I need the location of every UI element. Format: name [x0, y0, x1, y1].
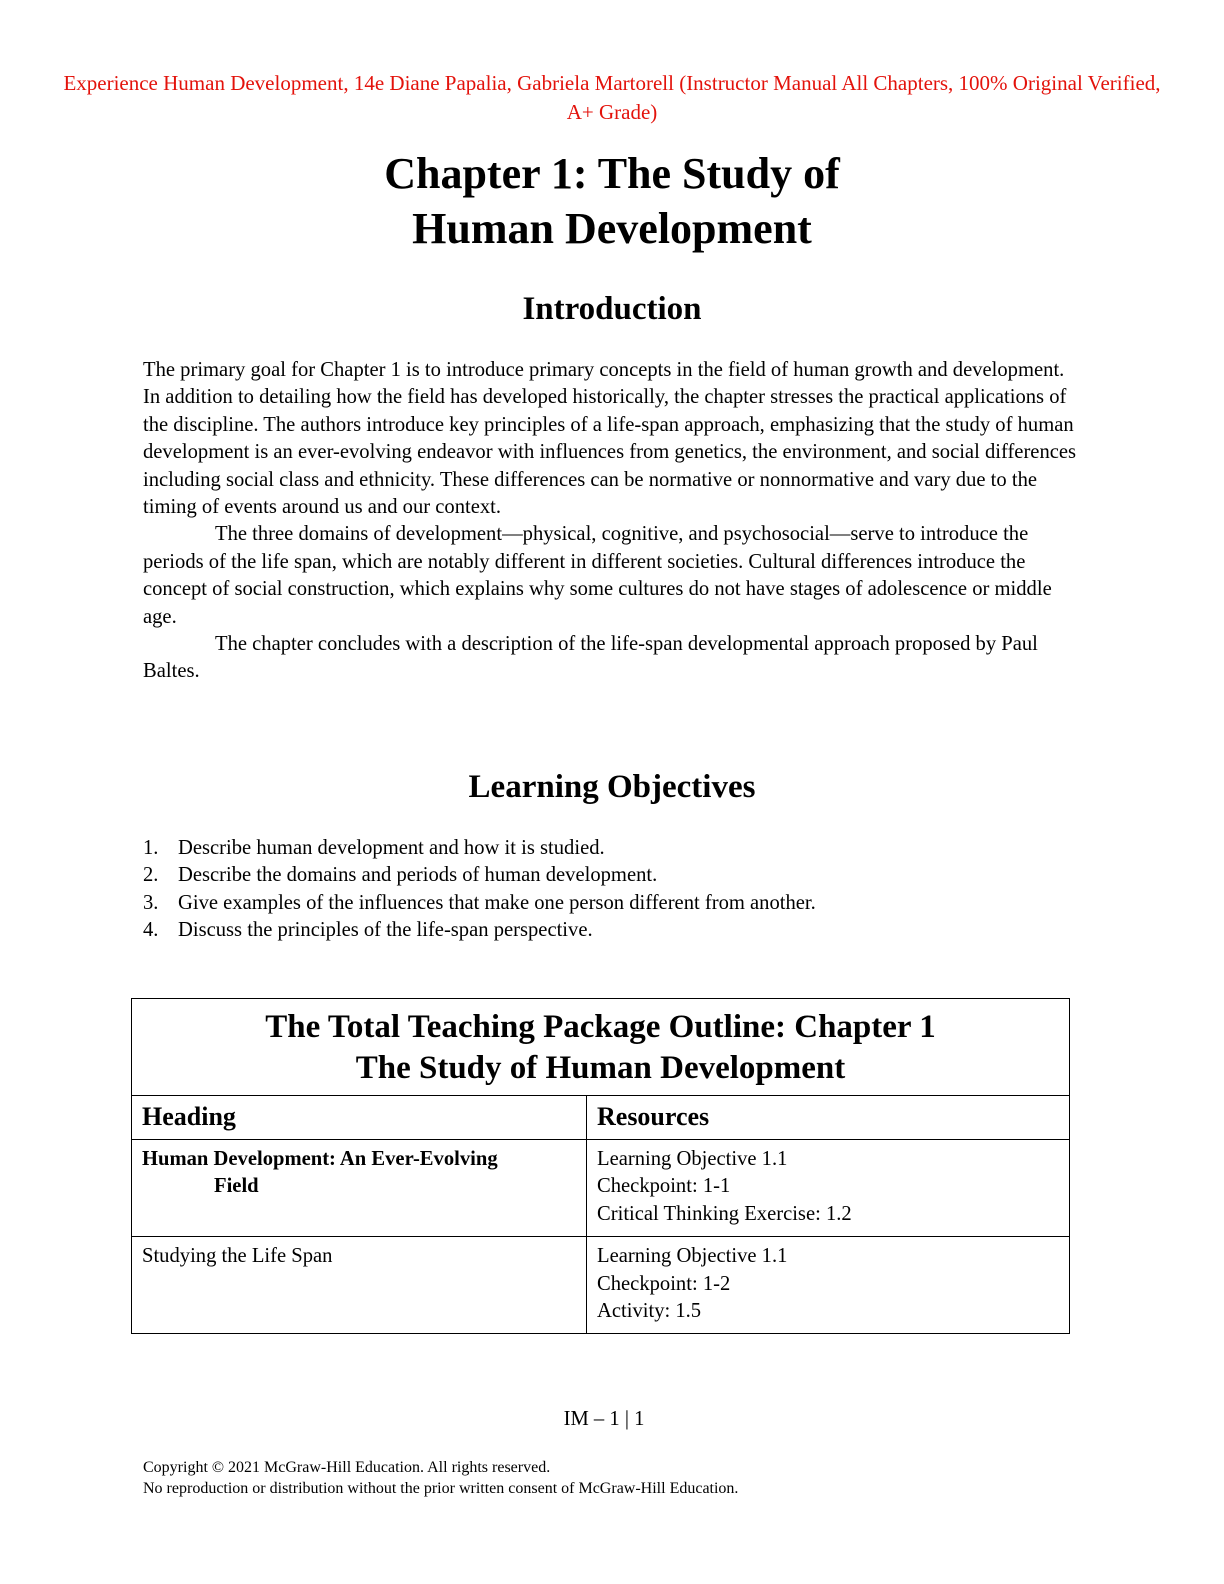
table-caption — [132, 999, 1070, 1096]
list-item — [143, 835, 1083, 862]
list-item — [143, 862, 1083, 889]
resource-item: Checkpoint: 1-2 — [597, 1272, 731, 1295]
column-header-resources: Resources — [587, 1096, 1070, 1140]
list-item-number: 2. — [143, 864, 159, 887]
page-title-line2: Human Development — [412, 204, 812, 253]
copyright-line: No reproduction or distribution without the prior written consent of McGraw-Hill Education. — [143, 1480, 739, 1497]
resource-item: Learning Objective 1.1 — [597, 1148, 788, 1170]
table-cell-heading — [132, 1237, 587, 1334]
resource-item: Critical Thinking Exercise: 1.2 — [597, 1202, 852, 1225]
list-item-text: Describe the domains and periods of human development. — [178, 864, 658, 887]
list-item — [143, 917, 1083, 944]
list-item-number: 3. — [143, 891, 159, 914]
page-title-line1: Chapter 1: The Study of — [384, 149, 840, 198]
list-item-text: Give examples of the influences that make one person different from another. — [178, 891, 816, 914]
copyright-notice — [143, 1457, 738, 1499]
list-item-number: 4. — [143, 919, 159, 942]
page-title — [0, 146, 1224, 256]
table-cell-heading — [132, 1140, 587, 1237]
page-number: IM – 1 | 1 — [563, 1408, 645, 1430]
learning-objectives-heading: Learning Objectives — [468, 769, 756, 805]
table-caption-line2: The Study of Human Development — [355, 1050, 846, 1086]
learning-objectives-list — [143, 835, 1083, 945]
teaching-package-table — [131, 998, 1070, 1334]
introduction-heading: Introduction — [522, 291, 702, 327]
list-item-text: Discuss the principles of the life-span perspective. — [178, 919, 593, 942]
list-item — [143, 890, 1083, 917]
intro-paragraph: The primary goal for Chapter 1 is to introduce primary concepts in the field of human growth and development. In addition to detailing how the field has developed historically, the chapter stresses the practical applications of the discipline. The authors introduce key principles of a life-span approach, emphasizing that the study of human development is an ever-evolving endeavor with influences from genetics, the environment, and social differences including social class and ethnicity. These differences can be normative or nonnormative and vary due to the timing of events around us and our context. — [143, 359, 1077, 519]
resource-item: Learning Objective 1.1 — [597, 1245, 788, 1268]
table-cell-resources — [587, 1237, 1070, 1334]
intro-paragraph: The three domains of development—physical, cognitive, and psychosocial—serve to introduce the periods of the life span, which are notably different in different societies. Cultural differences introduce the concept of social construction, which explains why some cultures do not have stages of adolescence or middle age. — [143, 523, 1052, 628]
copyright-line: Copyright © 2021 McGraw-Hill Education. All rights reserved. — [143, 1459, 551, 1476]
table-cell-resources — [587, 1140, 1070, 1237]
introduction-body — [143, 357, 1083, 686]
heading-line: Studying the Life Span — [142, 1245, 333, 1268]
table-row — [132, 1237, 1070, 1334]
table-caption-line1: The Total Teaching Package Outline: Chapter 1 — [265, 1009, 936, 1045]
resource-item: Activity: 1.5 — [597, 1300, 702, 1323]
list-item-text: Describe human development and how it is studied. — [178, 837, 605, 859]
table-row — [132, 1140, 1070, 1237]
heading-line: Field — [214, 1175, 259, 1198]
intro-paragraph: The chapter concludes with a description of the life-span developmental approach proposed by Paul Baltes. — [143, 633, 1038, 683]
resource-item: Checkpoint: 1-1 — [597, 1175, 731, 1198]
column-header-heading: Heading — [132, 1096, 587, 1140]
list-item-number: 1. — [143, 837, 159, 859]
header-note: Experience Human Development, 14e Diane Papalia, Gabriela Martorell (Instructor Manual All Chapters, 100% Original Verified, A+ Grade) — [63, 71, 1161, 124]
heading-line: Human Development: An Ever-Evolving — [142, 1148, 498, 1170]
